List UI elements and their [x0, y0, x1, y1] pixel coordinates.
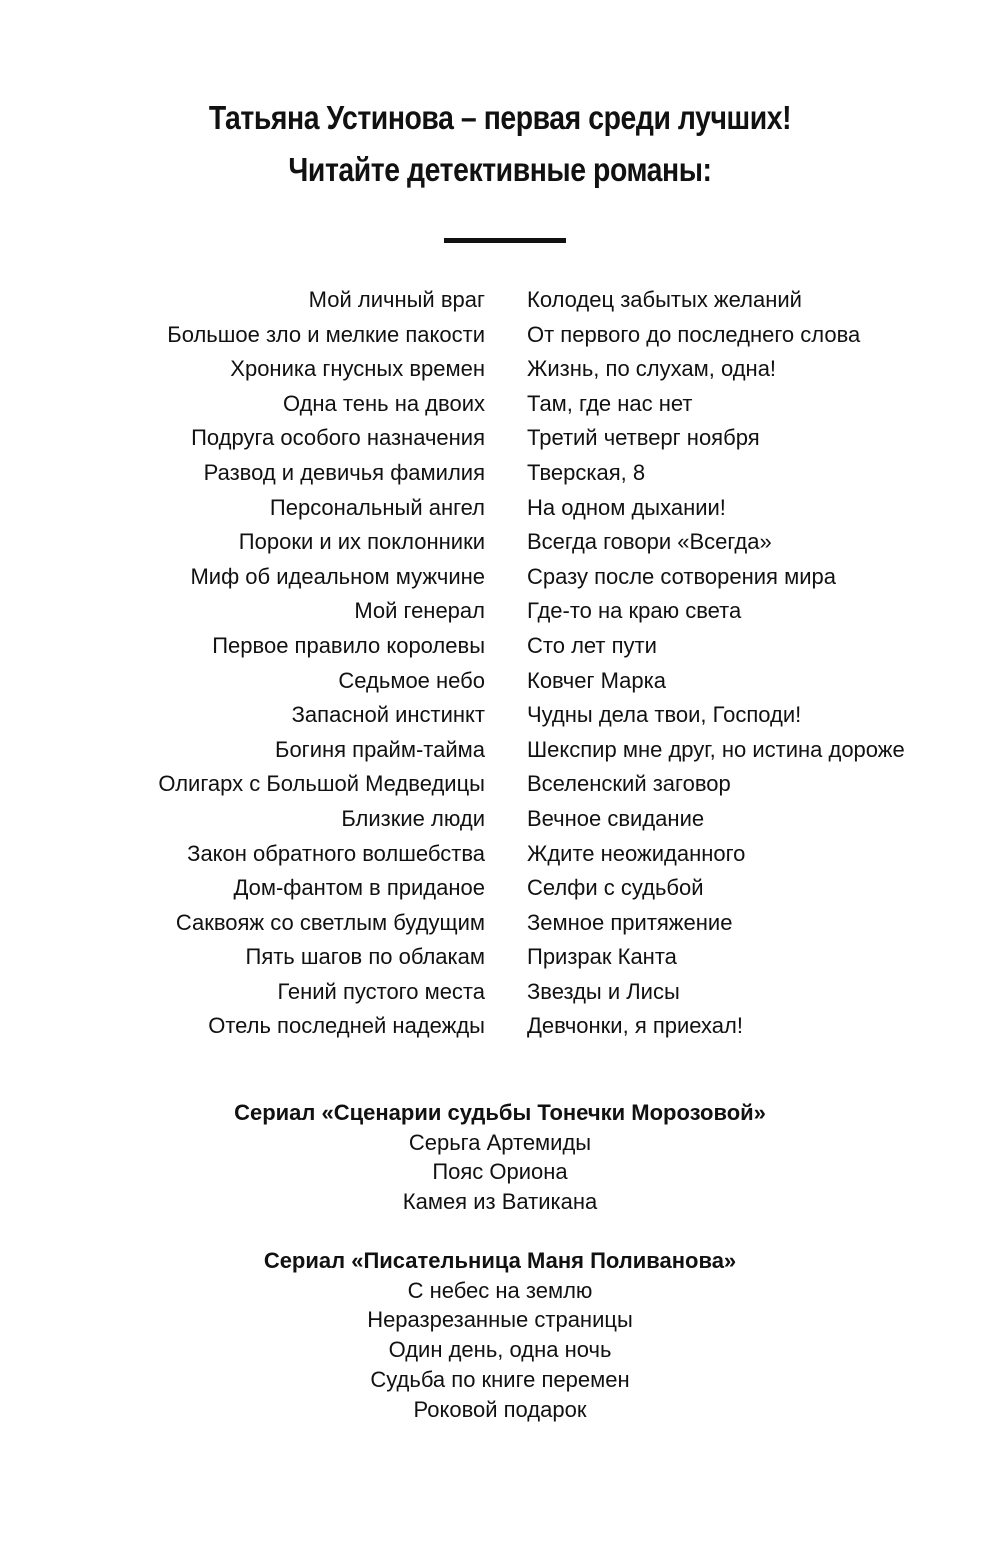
novel-title: Земное притяжение [527, 909, 733, 935]
novel-title: Звезды и Лисы [527, 978, 680, 1004]
novel-title: Где-то на краю света [527, 598, 742, 624]
novel-title: От первого до последнего слова [527, 321, 861, 347]
novel-title: Запасной инстинкт [291, 702, 485, 728]
novel-title: Ковчег Марка [527, 667, 666, 693]
novel-title: Сразу после сотворения мира [527, 563, 836, 589]
series-book-title: Пояс Ориона [432, 1159, 568, 1185]
novel-title: Шекспир мне друг, но истина дороже [527, 736, 905, 762]
novel-title: Гений пустого места [277, 978, 485, 1004]
novel-title: Хроника гнусных времен [230, 356, 485, 382]
page-title-line-2: Читайте детективные романы: [288, 151, 712, 188]
novel-title: Развод и девичья фамилия [203, 459, 485, 485]
novel-list-right [527, 283, 905, 1044]
novel-list-left [158, 283, 485, 1044]
series-book-title: Серьга Артемиды [408, 1129, 592, 1155]
novel-title: Подруга особого назначения [191, 425, 485, 451]
novel-title: Колодец забытых желаний [527, 287, 802, 312]
series-book-title: Неразрезанные страницы [367, 1307, 633, 1333]
novel-title: Миф об идеальном мужчине [190, 563, 485, 589]
novel-title: Селфи с судьбой [527, 875, 704, 901]
novel-title: Тверская, 8 [527, 459, 646, 485]
novel-title: Богиня прайм-тайма [275, 736, 485, 762]
novel-title: Мой личный враг [308, 287, 485, 312]
novel-title: Жизнь, по слухам, одна! [527, 356, 777, 382]
novel-title: Призрак Канта [527, 944, 677, 970]
novel-title: На одном дыхании! [527, 494, 726, 520]
series-block-manya [0, 1246, 1000, 1424]
novel-title: Там, где нас нет [527, 390, 693, 416]
novel-title: Вселенский заговор [527, 771, 731, 797]
novel-title: Всегда говори «Всегда» [527, 529, 772, 555]
series-book-title: Один день, одна ночь [388, 1337, 612, 1363]
novel-title: Дом-фантом в приданое [233, 875, 485, 901]
series-book-title: Камея из Ватикана [402, 1189, 598, 1215]
page-title [70, 92, 930, 196]
novel-title: Вечное свидание [527, 805, 705, 831]
page-title-line-1: Татьяна Устинова – первая среди лучших! [208, 99, 792, 136]
novel-title: Пороки и их поклонники [238, 529, 485, 555]
novel-title: Сто лет пути [527, 632, 657, 658]
series-heading: Сериал «Писательница Маня Поливанова» [263, 1248, 737, 1273]
novel-title: Персональный ангел [269, 494, 485, 520]
series-heading: Сериал «Сценарии судьбы Тонечки Морозовой» [234, 1100, 766, 1125]
novel-title: Одна тень на двоих [282, 390, 485, 416]
series-block-tonechka [0, 1098, 1000, 1217]
series-book-title: Судьба по книге перемен [370, 1366, 630, 1392]
novel-title: Третий четверг ноября [527, 425, 760, 451]
title-divider [444, 238, 566, 243]
series-book-title: Роковой подарок [413, 1396, 587, 1422]
novel-title: Чудны дела твои, Господи! [527, 702, 802, 728]
novel-title: Саквояж со светлым будущим [175, 909, 485, 935]
series-book-title: С небес на землю [407, 1277, 593, 1303]
novel-title: Девчонки, я приехал! [527, 1013, 743, 1039]
novel-title: Первое правило королевы [212, 632, 485, 658]
novel-title: Пять шагов по облакам [245, 944, 485, 970]
novel-title: Близкие люди [341, 805, 485, 831]
novel-title: Седьмое небо [338, 667, 485, 693]
novel-title: Ждите неожиданного [527, 840, 746, 866]
novel-title: Закон обратного волшебства [187, 840, 485, 866]
novel-title: Отель последней надежды [208, 1013, 485, 1039]
novel-title: Большое зло и мелкие пакости [167, 321, 485, 347]
novel-title: Олигарх с Большой Медведицы [158, 771, 485, 797]
novel-title: Мой генерал [354, 598, 485, 624]
